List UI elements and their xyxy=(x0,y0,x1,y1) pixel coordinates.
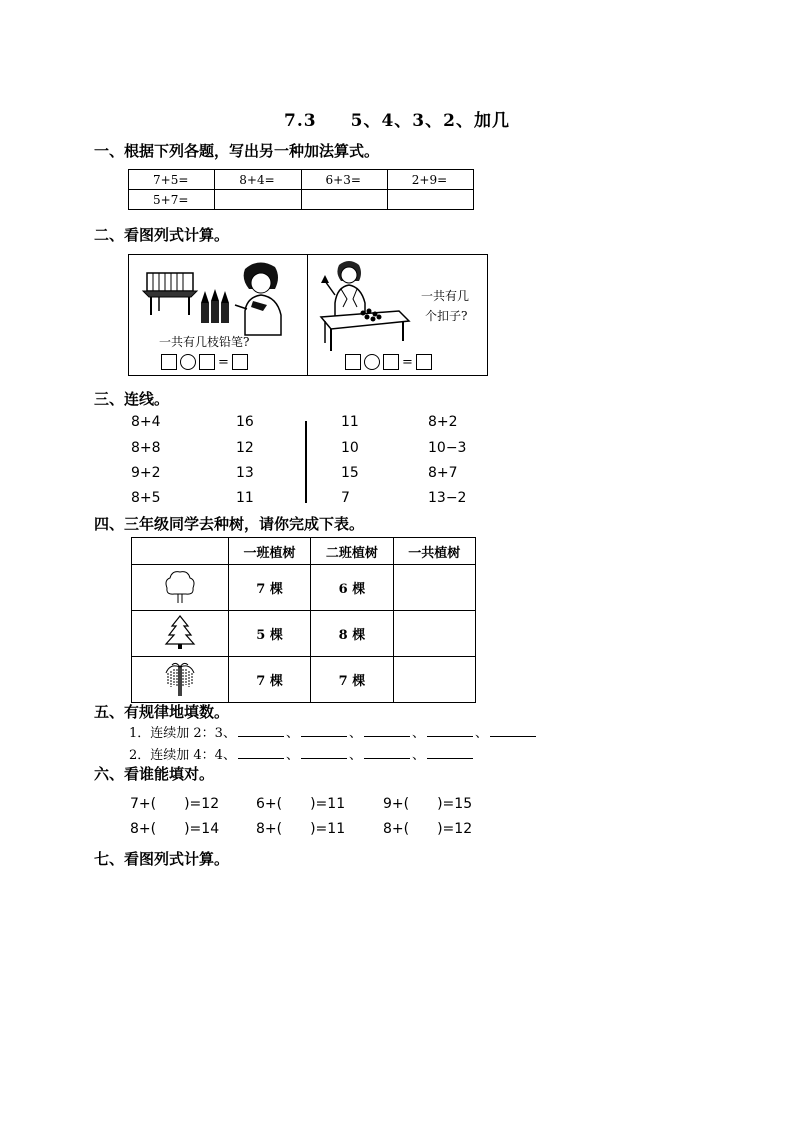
table-cell: 6 棵 xyxy=(311,565,393,611)
page-title xyxy=(0,106,794,131)
section-6-heading: 六、看谁能填对。 xyxy=(94,765,215,783)
fill-blank[interactable] xyxy=(301,724,347,737)
right-question-line2: 个扣子? xyxy=(425,309,468,323)
table-cell: 7 棵 xyxy=(311,657,393,703)
fill-blank[interactable] xyxy=(364,724,410,737)
table-row xyxy=(129,190,474,210)
match-item[interactable]: 15 xyxy=(341,465,359,481)
sequence-line-2 xyxy=(129,744,475,763)
match-item[interactable]: 11 xyxy=(236,490,254,506)
answer-box[interactable] xyxy=(383,354,399,370)
sequence-line-1 xyxy=(129,722,538,741)
section-3-heading: 三、连线。 xyxy=(94,390,170,408)
operator-circle[interactable] xyxy=(364,354,380,370)
match-item[interactable]: 8+2 xyxy=(428,414,458,430)
table-cell: 6+3= xyxy=(301,170,387,190)
match-item[interactable]: 9+2 xyxy=(131,465,161,481)
answer-box[interactable] xyxy=(199,354,215,370)
round-tree-icon xyxy=(160,568,200,604)
fill-equation[interactable]: 8+( )=14 xyxy=(130,821,220,837)
separator: 、 xyxy=(475,726,489,741)
girl-pencils-illustration xyxy=(141,259,301,337)
table-cell: 2+9= xyxy=(387,170,473,190)
fill-blank[interactable] xyxy=(364,746,410,759)
table-row xyxy=(132,611,476,657)
match-item[interactable]: 7 xyxy=(341,490,350,506)
answer-cell[interactable] xyxy=(301,190,387,210)
answer-box[interactable] xyxy=(232,354,248,370)
tree-planting-table xyxy=(131,537,476,703)
frame-divider xyxy=(307,255,308,375)
woman-buttons-illustration xyxy=(313,259,413,355)
answer-box[interactable] xyxy=(345,354,361,370)
section-2-heading: 二、看图列式计算。 xyxy=(94,226,230,244)
table-cell: 8+4= xyxy=(215,170,301,190)
left-question: 一共有几枝铅笔? xyxy=(159,335,250,349)
title-text: 5、4、3、2、加几 xyxy=(350,111,510,131)
equals-sign: = xyxy=(402,354,413,370)
answer-cell[interactable] xyxy=(393,611,475,657)
table-cell: 5+7= xyxy=(129,190,215,210)
table-row xyxy=(129,170,474,190)
section-1-table xyxy=(128,169,474,210)
table-cell: 7 棵 xyxy=(228,657,310,703)
operator-circle[interactable] xyxy=(180,354,196,370)
fill-blank[interactable] xyxy=(301,746,347,759)
separator: 、 xyxy=(411,748,425,763)
header-cell: 一共植树 xyxy=(393,538,475,565)
fill-equation[interactable]: 9+( )=15 xyxy=(383,796,473,812)
table-row xyxy=(132,565,476,611)
fill-blank[interactable] xyxy=(490,724,536,737)
fill-blank[interactable] xyxy=(427,746,473,759)
willow-tree-icon xyxy=(160,659,200,697)
section-1-heading: 一、根据下列各题，写出另一种加法算式。 xyxy=(94,142,380,160)
match-item[interactable]: 8+4 xyxy=(131,414,161,430)
pine-tree-icon xyxy=(160,614,200,650)
tree-cell xyxy=(132,565,229,611)
right-equation-boxes xyxy=(345,354,432,370)
header-cell: 一班植树 xyxy=(228,538,310,565)
fill-blank[interactable] xyxy=(427,724,473,737)
sequence-prompt: 2．连续加 4：4、 xyxy=(129,748,236,763)
table-cell: 7 棵 xyxy=(228,565,310,611)
match-item[interactable]: 13−2 xyxy=(428,490,467,506)
match-item[interactable]: 12 xyxy=(236,440,254,456)
match-item[interactable]: 10−3 xyxy=(428,440,467,456)
header-cell xyxy=(132,538,229,565)
section-4-heading: 四、三年级同学去种树，请你完成下表。 xyxy=(94,515,365,533)
separator: 、 xyxy=(285,748,299,763)
column-divider xyxy=(305,421,307,503)
picture-frame xyxy=(128,254,488,376)
match-item[interactable]: 8+5 xyxy=(131,490,161,506)
match-item[interactable]: 8+8 xyxy=(131,440,161,456)
table-header-row xyxy=(132,538,476,565)
match-item[interactable]: 16 xyxy=(236,414,254,430)
fill-blank[interactable] xyxy=(238,724,284,737)
left-equation-boxes xyxy=(161,354,248,370)
answer-box[interactable] xyxy=(161,354,177,370)
sequence-prompt: 1．连续加 2：3、 xyxy=(129,726,236,741)
table-cell: 5 棵 xyxy=(228,611,310,657)
fill-equation[interactable]: 7+( )=12 xyxy=(130,796,220,812)
section-7-heading: 七、看图列式计算。 xyxy=(94,850,230,868)
tree-cell xyxy=(132,611,229,657)
separator: 、 xyxy=(285,726,299,741)
separator: 、 xyxy=(348,748,362,763)
answer-cell[interactable] xyxy=(215,190,301,210)
match-item[interactable]: 13 xyxy=(236,465,254,481)
answer-cell[interactable] xyxy=(387,190,473,210)
equals-sign: = xyxy=(218,354,229,370)
tree-cell xyxy=(132,657,229,703)
answer-box[interactable] xyxy=(416,354,432,370)
fill-equation[interactable]: 6+( )=11 xyxy=(256,796,346,812)
section-5-heading: 五、有规律地填数。 xyxy=(94,703,230,721)
answer-cell[interactable] xyxy=(393,565,475,611)
right-question-line1: 一共有几 xyxy=(421,289,470,303)
match-item[interactable]: 8+7 xyxy=(428,465,458,481)
separator: 、 xyxy=(348,726,362,741)
header-cell: 二班植树 xyxy=(311,538,393,565)
answer-cell[interactable] xyxy=(393,657,475,703)
table-row xyxy=(132,657,476,703)
table-cell: 7+5= xyxy=(129,170,215,190)
fill-blank[interactable] xyxy=(238,746,284,759)
match-item[interactable]: 11 xyxy=(341,414,359,430)
title-number: 7.3 xyxy=(284,111,317,131)
fill-equation[interactable]: 8+( )=11 xyxy=(256,821,346,837)
table-cell: 8 棵 xyxy=(311,611,393,657)
separator: 、 xyxy=(411,726,425,741)
fill-equation[interactable]: 8+( )=12 xyxy=(383,821,473,837)
match-item[interactable]: 10 xyxy=(341,440,359,456)
